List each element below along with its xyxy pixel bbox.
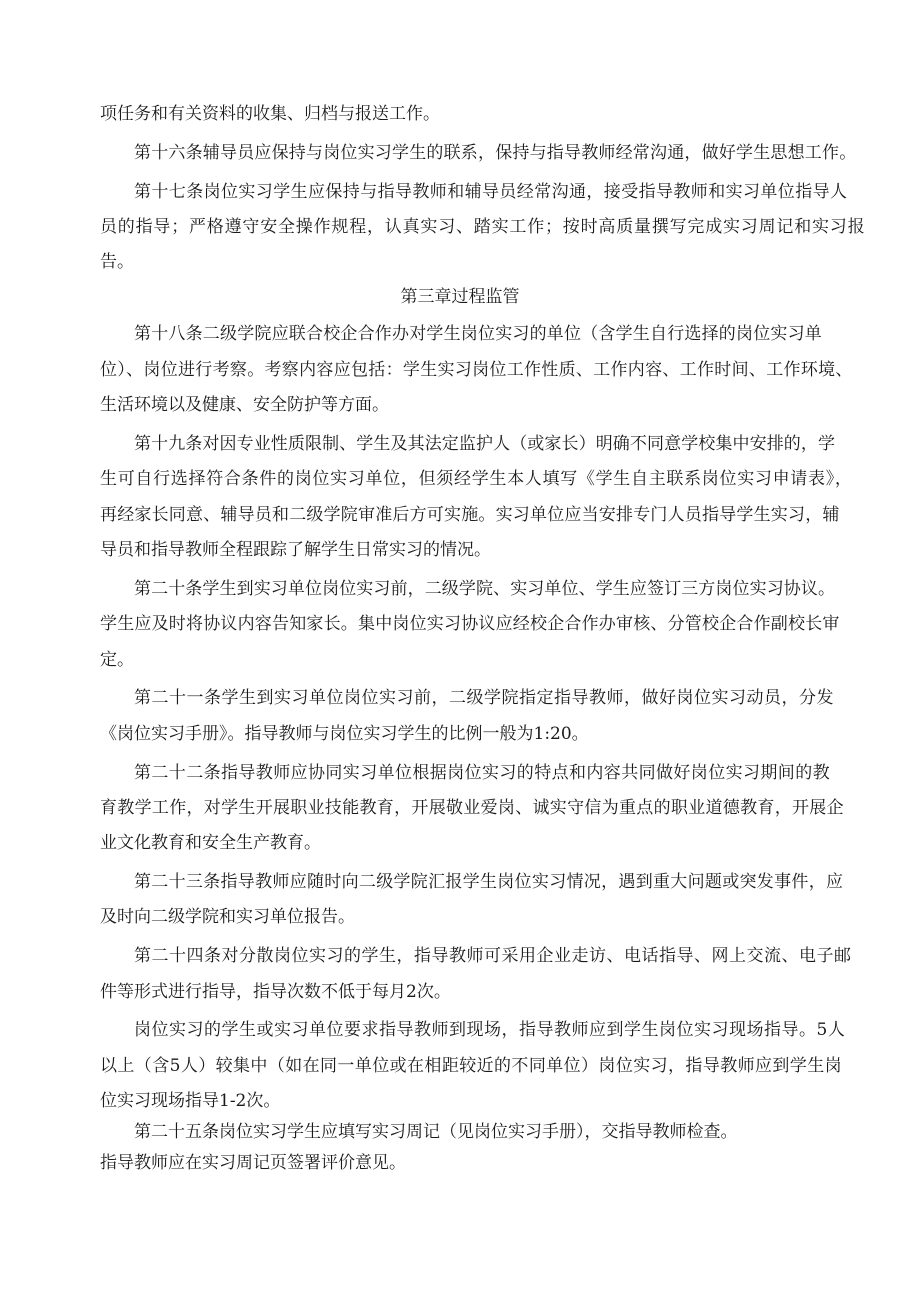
text-line-17: 《岗位实习手册》。指导教师与岗位实习学生的比例一般为1:20。 [100,724,589,744]
text-line-23: 第二十四条对分散岗位实习的学生，指导教师可采用企业走访、电话指导、网上交流、电子邮 [134,946,852,966]
text-line-16: 第二十一条学生到实习单位岗位实习前，二级学院指定指导教师，做好岗位实习动员，分发 [134,688,834,708]
text-line-5: 告。 [100,252,134,272]
text-line-13: 第二十条学生到实习单位岗位实习前，二级学院、实习单位、学生应签订三方岗位实习协议。 [134,579,836,599]
text-line-28: 第二十五条岗位实习学生应填写实习周记（见岗位实习手册），交指导教师检查。 [134,1122,738,1142]
text-line-1: 项任务和有关资料的收集、归档与报送工作。 [100,104,440,124]
text-line-25: 岗位实习的学生或实习单位要求指导教师到现场，指导教师应到学生岗位实习现场指导。5人 [134,1020,846,1040]
text-line-26: 以上（含5人）较集中（如在同一单位或在相距较近的不同单位）岗位实习，指导教师应到学生岗 [100,1056,843,1076]
text-line-24: 件等形式进行指导，指导次数不低于每月2次。 [100,982,451,1002]
text-line-10: 生可自行选择符合条件的岗位实习单位，但须经学生本人填写《学生自主联系岗位实习申请表》， [100,469,853,489]
text-line-11: 再经家长同意、辅导员和二级学院审准后方可实施。实习单位应当安排专门人员指导学生实习，辅 [100,505,840,525]
text-line-19: 育教学工作，对学生开展职业技能教育，开展敬业爱岗、诚实守信为重点的职业道德教育，开展企 [100,798,844,818]
text-line-27: 位实习现场指导1-2次。 [100,1091,281,1111]
text-line-7: 位）、岗位进行考察。考察内容应包括：学生实习岗位工作性质、工作内容、工作时间、工作环境、 [100,360,853,380]
text-line-3: 第十七条岗位实习学生应保持与指导教师和辅导员经常沟通，接受指导教师和实习单位指导人 [134,182,848,202]
text-line-4: 员的指导；严格遵守安全操作规程，认真实习、踏实工作；按时高质量撰写完成实习周记和实习报 [100,217,866,237]
text-line-8: 生活环境以及健康、安全防护等方面。 [100,395,389,415]
text-line-29: 指导教师应在实习周记页签署评价意见。 [100,1153,406,1173]
text-line-21: 第二十三条指导教师应随时向二级学院汇报学生岗位实习情况，遇到重大问题或突发事件，应 [134,872,844,892]
text-line-20: 业文化教育和安全生产教育。 [100,833,321,853]
text-line-2: 第十六条辅导员应保持与岗位实习学生的联系，保持与指导教师经常沟通，做好学生思想工作。 [134,143,857,163]
text-line-12: 导员和指导教师全程跟踪了解学生日常实习的情况。 [100,540,491,560]
text-line-15: 定。 [100,650,134,670]
text-line-14: 学生应及时将协议内容告知家长。集中岗位实习协议应经校企合作办审核、分管校企合作副校长审 [100,614,840,634]
text-line-22: 及时向二级学院和实习单位报告。 [100,907,355,927]
text-line-18: 第二十二条指导教师应协同实习单位根据岗位实习的特点和内容共同做好岗位实习期间的教 [134,763,830,783]
chapter-heading: 第三章过程监管 [400,287,520,307]
text-line-9: 第十九条对因专业性质限制、学生及其法定监护人（或家长）明确不同意学校集中安排的，学 [134,434,836,454]
text-line-6: 第十八条二级学院应联合校企合作办对学生岗位实习的单位（含学生自行选择的岗位实习单 [134,324,822,344]
